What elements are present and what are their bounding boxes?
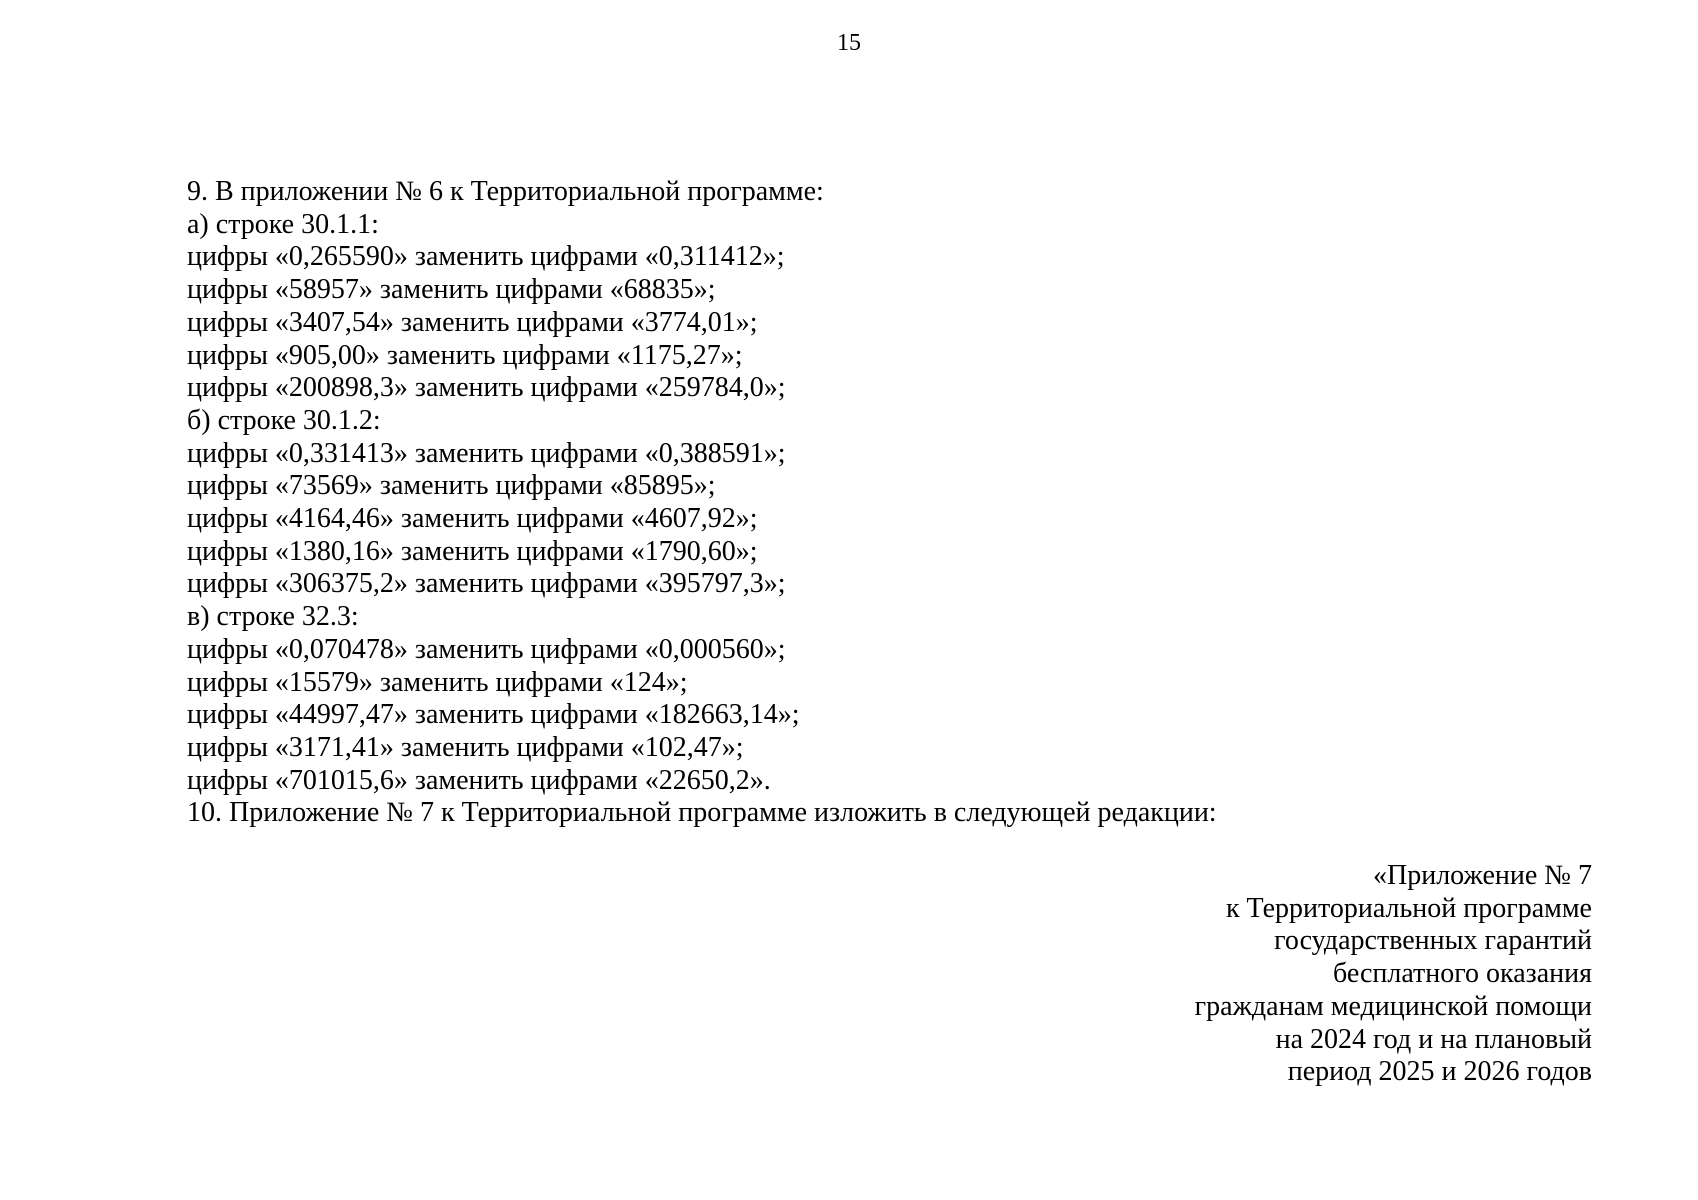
replacement-line: цифры «73569» заменить цифрами «85895»; (187, 470, 716, 502)
replacement-line: цифры «1380,16» заменить цифрами «1790,60»; (187, 535, 758, 567)
replacement-line: цифры «306375,2» заменить цифрами «395797,3»; (187, 568, 786, 600)
replacement-line: цифры «15579» заменить цифрами «124»; (187, 666, 688, 698)
appendix-header-line: на 2024 год и на плановый (1275, 1023, 1592, 1055)
appendix-header-line: период 2025 и 2026 годов (1287, 1056, 1592, 1088)
paragraph-heading-item-9: 9. В приложении № 6 к Территориальной программе: (187, 176, 824, 207)
appendix-header-line: к Территориальной программе (1225, 892, 1592, 924)
replacement-line: цифры «58957» заменить цифрами «68835»; (187, 274, 716, 306)
replacement-line: цифры «200898,3» заменить цифрами «259784,0»; (187, 372, 786, 404)
document-body (187, 176, 1607, 830)
subitem-v-heading: в) строке 32.3: (187, 601, 359, 633)
appendix-header (1195, 860, 1592, 1089)
replacement-line: цифры «44997,47» заменить цифрами «182663,14»; (187, 699, 800, 731)
replacement-line: цифры «905,00» заменить цифрами «1175,27»; (187, 339, 743, 371)
paragraph-item-10: 10. Приложение № 7 к Территориальной программе изложить в следующей редакции: (187, 797, 1217, 829)
appendix-header-line: гражданам медицинской помощи (1194, 990, 1592, 1022)
subitem-b-heading: б) строке 30.1.2: (187, 404, 381, 436)
replacement-line: цифры «701015,6» заменить цифрами «22650,2». (187, 764, 771, 796)
replacement-line: цифры «0,070478» заменить цифрами «0,000560»; (187, 633, 786, 665)
replacement-line: цифры «0,331413» заменить цифрами «0,388591»; (187, 437, 786, 469)
replacement-line: цифры «3171,41» заменить цифрами «102,47»; (187, 731, 744, 763)
subitem-a-heading: а) строке 30.1.1: (187, 208, 379, 240)
appendix-header-line: бесплатного оказания (1332, 958, 1592, 990)
replacement-line: цифры «0,265590» заменить цифрами «0,311412»; (187, 241, 785, 273)
page-number: 15 (837, 30, 861, 56)
appendix-header-line: государственных гарантий (1274, 925, 1592, 957)
replacement-line: цифры «4164,46» заменить цифрами «4607,92»; (187, 503, 758, 535)
appendix-header-line: «Приложение № 7 (1373, 860, 1592, 891)
replacement-line: цифры «3407,54» заменить цифрами «3774,01»; (187, 306, 758, 338)
